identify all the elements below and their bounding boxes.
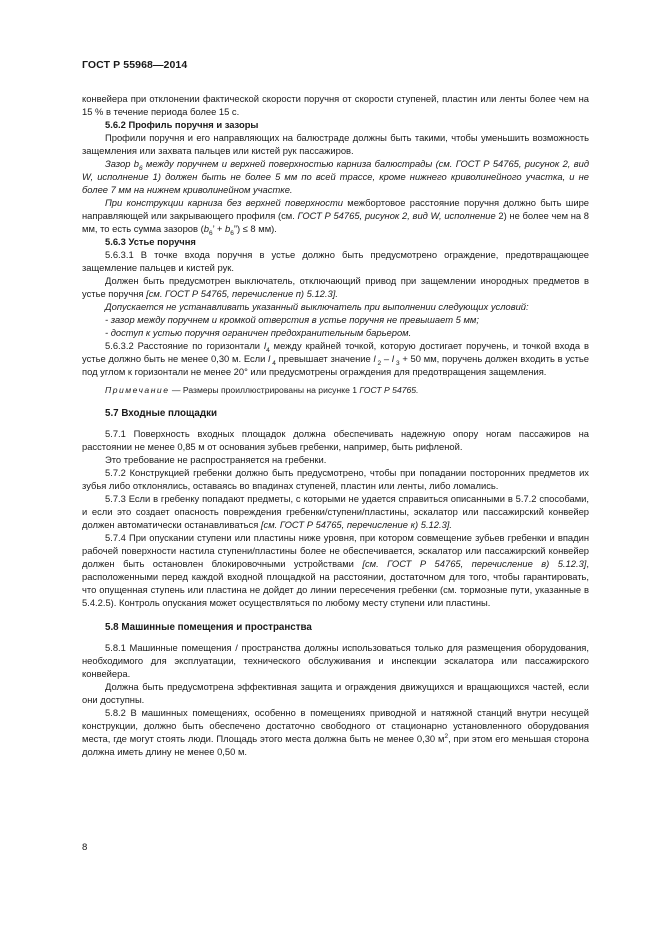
section-5-6-2-title: 5.6.2 Профиль поручня и зазоры bbox=[105, 119, 259, 130]
section-5-6-3-title: 5.6.3 Устье поручня bbox=[105, 236, 196, 247]
section-5-8-title: 5.8 Машинные помещения и пространства bbox=[105, 622, 312, 633]
paragraph: 5.7.1 Поверхность входных площадок должна обеспечивать надежную опору ногам пассажиров на расстоянии не менее 0,85 м от основания зубьев гребенки, например, быть рифленой. bbox=[82, 428, 589, 452]
paragraph: Допускается не устанавливать указанный выключатель при выполнении следующих условий: bbox=[105, 301, 529, 312]
paragraph-switch: Должен быть предусмотрен выключатель, отключающий привод при защемлении инородных предметов в устье поручня [см. ГОСТ Р 54765, перечисление п) 5.12.3]. bbox=[82, 275, 589, 299]
paragraph: Профили поручня и его направляющих на балюстраде должны быть такими, чтобы уменьшить возможность защемления или захвата пальцев или кистей рук пассажиров. bbox=[82, 132, 589, 156]
page-number: 8 bbox=[82, 842, 88, 853]
list-item: - зазор между поручнем и кромкой отверстия в устье поручня не превышает 5 мм; bbox=[105, 314, 479, 325]
paragraph: 5.7.4 При опускании ступени или пластины ниже уровня, при котором совмещение зубьев гребенки и впадин рабочей поверхности настила ступени/пластины более не обеспечивается, эскалатор или пассажирский конвейер должен быть остановлен блокировочными устройствами [см. ГОСТ Р 54765, перечисление в) 5.12.3], расположенными перед каждой входной площадкой на расстоянии, достаточном для того, чтобы гарантировать, что опущенная ступень или пластина не дойдет до линии пересечения гребенки (см. тормозные пути, указанные в 5.4.2.5). Контроль опускания может осуществляться по любому месту ступени или пластины. bbox=[82, 532, 589, 608]
paragraph: 5.7.2 Конструкцией гребенки должно быть предусмотрено, чтобы при попадании посторонних предметов их зубья либо отклонялись, оставаясь во впадинах ступеней, пластин или ленты, либо ломались. bbox=[82, 467, 589, 491]
note: Примечание — Размеры проиллюстрированы на рисунке 1 ГОСТ Р 54765. bbox=[105, 385, 419, 395]
section-5-7-title: 5.7 Входные площадки bbox=[105, 408, 217, 419]
document-body bbox=[82, 92, 589, 758]
paragraph: Это требование не распространяется на гребенки. bbox=[105, 454, 327, 465]
list-item: - доступ к устью поручня ограничен предохранительным барьером. bbox=[105, 327, 412, 338]
paragraph: 5.8.1 Машинные помещения / пространства должны использоваться только для размещения оборудования, необходимого для эксплуатации, технического обслуживания и инспекции эскалатора или пассажирского конвейера. bbox=[82, 642, 589, 679]
paragraph-cornice: При конструкции карниза без верхней поверхности межбортовое расстояние поручня должно быть шире направляющей или закрывающего профиля (см. ГОСТ Р 54765, рисунок 2, вид W, исполнение 2) не более чем на 8 мм, то есть сумма зазоров ($b_6$’ + $b_6”) \le 8$ мм). bbox=[82, 197, 590, 237]
paragraph: Должна быть предусмотрена эффективная защита и ограждения движущихся и вращающихся частей, если они доступны. bbox=[82, 681, 589, 705]
paragraph: 5.8.2 В машинных помещениях, особенно в помещениях приводной и натяжной станций внутри несущей конструкции, должно быть обеспечено достаточно свободного от стационарно установленного оборудования места, где могут стоять люди. Площадь этого места должна быть не менее 0,30 $м^2$, при этом его меньшая сторона должна иметь длину не менее 0,50 м. bbox=[82, 707, 589, 757]
paragraph-gap-b6: Зазор $b_6$ между поручнем и верхней поверхностью карниза балюстрады (см. ГОСТ Р 54765, рисунок 2, вид W, исполнение 1) должен быть не более 5 мм по всей трассе, кроме нижнего криволинейного участка, и не более 7 мм на нижнем криволинейном участке. bbox=[82, 158, 590, 195]
paragraph: 5.6.3.1 В точке входа поручня в устье должно быть предусмотрено ограждение, предотвращающее защемление пальцев и кистей рук. bbox=[82, 249, 589, 273]
paragraph-distance: 5.6.3.2 Расстояние по горизонтали $l_4$ между крайней точкой, которую достигает поручень, и точкой входа в устье должно быть не менее 0,30 м. Если l $_4$ превышает значение l $_2$ – l $_3$ + 50 мм, поручень должен входить в устье под углом к горизонтали не менее 20° или предусмотрены ограждения для предотвращения защемления. bbox=[82, 340, 589, 377]
document-header: ГОСТ Р 55968—2014 bbox=[82, 59, 188, 71]
paragraph: 5.7.3 Если в гребенку попадают предметы, с которыми не удается справиться описанными в 5.7.2 способами, и если это создает опасность повреждения гребенки/ступени/пластины, эскалатор или пассажирский конвейер должен автоматически останавливаться [см. ГОСТ Р 54765, перечисление к) 5.12.3]. bbox=[82, 493, 589, 530]
paragraph-continuation: конвейера при отклонении фактической скорости поручня от скорости ступеней, пластин или ленты более чем на 15 % в течение периода более 15 с. bbox=[82, 93, 589, 117]
